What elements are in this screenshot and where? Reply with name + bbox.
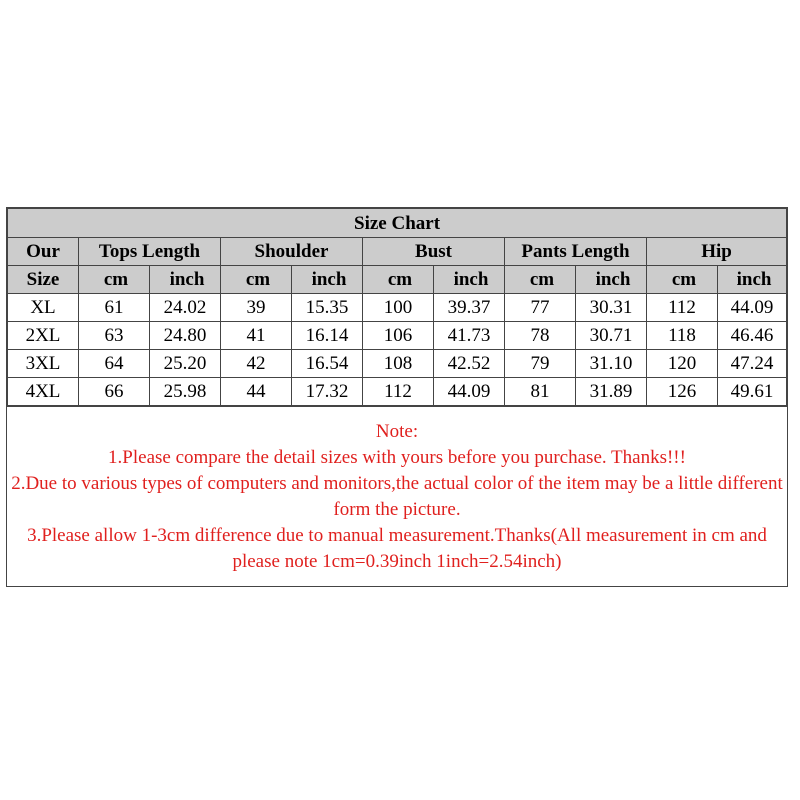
measurement-cell: 41.73 [434,322,505,350]
measurement-cell: 66 [79,378,150,406]
table-title: Size Chart [8,209,787,238]
unit-cm: cm [221,266,292,294]
table-row [8,294,787,322]
unit-inch: inch [718,266,787,294]
size-chart [6,207,788,587]
table-row [8,322,787,350]
table-row [8,378,787,406]
measurement-cell: 81 [505,378,576,406]
measurement-cell: 46.46 [718,322,787,350]
group-header-bust: Bust [363,238,505,266]
measurement-cell: 31.10 [576,350,647,378]
measurement-cell: 42 [221,350,292,378]
measurement-cell: 106 [363,322,434,350]
measurement-cell: 24.80 [150,322,221,350]
group-header-pants-length: Pants Length [505,238,647,266]
note-line-1: 1.Please compare the detail sizes with yours before you purchase. Thanks!!! [108,447,686,468]
measurement-cell: 100 [363,294,434,322]
group-header-shoulder: Shoulder [221,238,363,266]
unit-inch: inch [434,266,505,294]
measurement-cell: 126 [647,378,718,406]
size-header-our: Our [8,238,79,266]
size-header-size: Size [8,266,79,294]
notes-section [7,406,787,586]
measurement-cell: 41 [221,322,292,350]
size-rows [8,294,787,406]
measurement-cell: 47.24 [718,350,787,378]
size-table [7,208,787,406]
measurement-cell: 30.71 [576,322,647,350]
measurement-cell: 17.32 [292,378,363,406]
size-cell: 4XL [8,378,79,406]
measurement-cell: 77 [505,294,576,322]
measurement-cell: 78 [505,322,576,350]
measurement-cell: 44 [221,378,292,406]
measurement-cell: 112 [647,294,718,322]
measurement-cell: 63 [79,322,150,350]
group-header-hip: Hip [647,238,787,266]
measurement-cell: 44.09 [434,378,505,406]
size-cell: 2XL [8,322,79,350]
unit-inch: inch [576,266,647,294]
measurement-cell: 64 [79,350,150,378]
measurement-cell: 39 [221,294,292,322]
size-cell: XL [8,294,79,322]
measurement-cell: 25.20 [150,350,221,378]
note-heading: Note: [375,421,419,442]
measurement-cell: 118 [647,322,718,350]
unit-cm: cm [79,266,150,294]
measurement-cell: 30.31 [576,294,647,322]
measurement-cell: 112 [363,378,434,406]
measurement-cell: 79 [505,350,576,378]
measurement-cell: 16.54 [292,350,363,378]
measurement-cell: 25.98 [150,378,221,406]
unit-inch: inch [292,266,363,294]
measurement-cell: 31.89 [576,378,647,406]
size-cell: 3XL [8,350,79,378]
group-header-tops-length: Tops Length [79,238,221,266]
measurement-cell: 39.37 [434,294,505,322]
measurement-cell: 44.09 [718,294,787,322]
measurement-cell: 120 [647,350,718,378]
measurement-cell: 24.02 [150,294,221,322]
note-line-2: 2.Due to various types of computers and monitors,the actual color of the item may be a little different form the picture. [11,473,783,520]
measurement-cell: 15.35 [292,294,363,322]
unit-inch: inch [150,266,221,294]
measurement-cell: 108 [363,350,434,378]
table-row [8,350,787,378]
unit-cm: cm [363,266,434,294]
note-line-3: 3.Please allow 1-3cm difference due to manual measurement.Thanks(All measurement in cm and please note 1cm=0.39inch 1inch=2.54inch) [27,525,767,572]
unit-cm: cm [647,266,718,294]
measurement-cell: 42.52 [434,350,505,378]
measurement-cell: 61 [79,294,150,322]
measurement-cell: 49.61 [718,378,787,406]
measurement-cell: 16.14 [292,322,363,350]
unit-cm: cm [505,266,576,294]
